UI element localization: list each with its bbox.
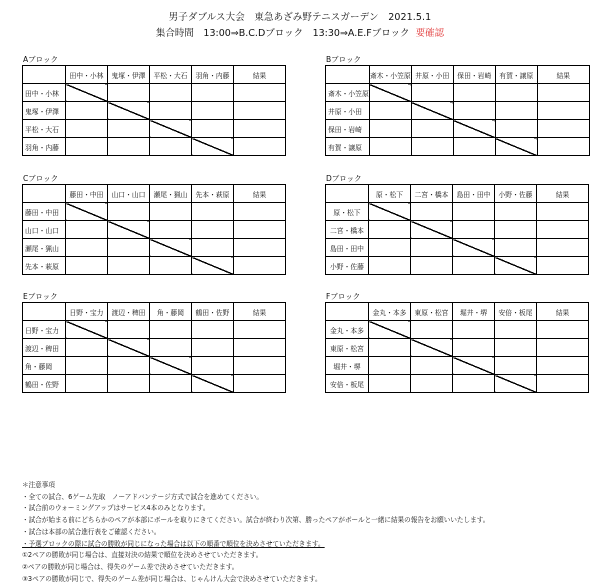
score-cell: [411, 120, 453, 138]
self-match-cell: [66, 203, 108, 221]
table-row: [23, 84, 286, 102]
block-label: Eブロック: [23, 292, 58, 301]
row-header: 羽角・内藤: [23, 138, 66, 156]
round-robin-table: [22, 302, 286, 393]
row-header: 東原・松宮: [326, 339, 369, 357]
column-header: 日野・宝力: [66, 303, 108, 321]
score-cell: [453, 84, 495, 102]
result-cell: [537, 84, 589, 102]
round-robin-table: [325, 184, 589, 275]
table-row: [326, 375, 589, 393]
score-cell: [66, 221, 108, 239]
result-cell: [234, 120, 286, 138]
score-cell: [150, 339, 192, 357]
self-match-cell: [411, 102, 453, 120]
self-match-cell: [453, 120, 495, 138]
score-cell: [108, 357, 150, 375]
row-header: 先本・萩原: [23, 257, 66, 275]
self-match-cell: [369, 321, 411, 339]
block-0: [22, 54, 286, 156]
column-header: 東原・松宮: [411, 303, 453, 321]
self-match-cell: [150, 357, 192, 375]
result-header: 結果: [234, 185, 286, 203]
score-cell: [453, 102, 495, 120]
self-match-cell: [192, 138, 234, 156]
result-cell: [234, 375, 286, 393]
column-header: 金丸・本多: [369, 303, 411, 321]
row-header: 日野・宝力: [23, 321, 66, 339]
table-row: [326, 357, 589, 375]
round-robin-table: [22, 65, 286, 156]
score-cell: [495, 321, 537, 339]
table-row: [23, 239, 286, 257]
result-cell: [537, 239, 589, 257]
score-cell: [66, 357, 108, 375]
table-row: [326, 120, 590, 138]
score-cell: [453, 375, 495, 393]
meeting-times-text: 集合時間 13:00⇒B.C.Dブロック 13:30⇒A.E.Fブロック: [155, 28, 410, 39]
score-cell: [192, 221, 234, 239]
self-match-cell: [453, 357, 495, 375]
table-row: [23, 339, 286, 357]
column-header: 渡辺・稗田: [108, 303, 150, 321]
confirm-note: 要確認: [415, 28, 445, 39]
score-cell: [150, 138, 192, 156]
score-cell: [495, 221, 537, 239]
result-cell: [537, 102, 589, 120]
column-header: 有賀・譲原: [495, 66, 537, 84]
table-row: [23, 257, 286, 275]
table-row: [326, 339, 589, 357]
column-header: 堀井・堺: [453, 303, 495, 321]
self-match-cell: [495, 375, 537, 393]
note-line: ・予選ブロックの際に試合の勝敗が同じになった場合は以下の順番で順位を決めさせていただきます。: [22, 539, 325, 548]
score-cell: [369, 138, 411, 156]
result-header: 結果: [537, 185, 589, 203]
self-match-cell: [108, 102, 150, 120]
row-header: 斎木・小笠原: [326, 84, 370, 102]
column-header: 平松・大石: [150, 66, 192, 84]
score-cell: [192, 357, 234, 375]
row-header: 金丸・本多: [326, 321, 369, 339]
block-label: Fブロック: [326, 292, 361, 301]
page-title: 男子ダブルス大会 東急あざみ野テニスガーデン 2021.5.1: [168, 12, 432, 23]
table-row: [23, 321, 286, 339]
score-cell: [108, 375, 150, 393]
self-match-cell: [108, 221, 150, 239]
self-match-cell: [411, 339, 453, 357]
score-cell: [453, 321, 495, 339]
row-header: 井原・小田: [326, 102, 370, 120]
corner-cell: [326, 303, 369, 321]
row-header: 保田・岩崎: [326, 120, 370, 138]
row-header: 藤田・中田: [23, 203, 66, 221]
result-cell: [234, 102, 286, 120]
round-robin-table: [325, 65, 590, 156]
result-cell: [537, 221, 589, 239]
score-cell: [411, 257, 453, 275]
score-cell: [411, 203, 453, 221]
result-cell: [537, 321, 589, 339]
score-cell: [453, 339, 495, 357]
table-row: [326, 239, 589, 257]
column-header: 島田・田中: [453, 185, 495, 203]
column-header: 角・藤岡: [150, 303, 192, 321]
score-cell: [66, 257, 108, 275]
self-match-cell: [369, 203, 411, 221]
score-cell: [453, 221, 495, 239]
block-1: [325, 54, 590, 156]
result-cell: [537, 257, 589, 275]
score-cell: [411, 357, 453, 375]
row-header: 有賀・譲原: [326, 138, 370, 156]
score-cell: [192, 239, 234, 257]
score-cell: [150, 102, 192, 120]
score-cell: [495, 239, 537, 257]
score-cell: [108, 239, 150, 257]
score-cell: [66, 138, 108, 156]
block-label: Dブロック: [326, 174, 362, 183]
table-row: [326, 102, 590, 120]
row-header: 瀬尾・猟山: [23, 239, 66, 257]
score-cell: [411, 138, 453, 156]
row-header: 鬼塚・伊澤: [23, 102, 66, 120]
result-cell: [537, 339, 589, 357]
table-row: [23, 102, 286, 120]
score-cell: [108, 138, 150, 156]
row-header: 渡辺・稗田: [23, 339, 66, 357]
row-header: 小野・佐藤: [326, 257, 369, 275]
table-row: [326, 203, 589, 221]
result-cell: [234, 257, 286, 275]
score-cell: [411, 84, 453, 102]
note-line: ＊注意事項: [22, 481, 55, 489]
corner-cell: [23, 303, 66, 321]
column-header: 鬼塚・伊澤: [108, 66, 150, 84]
table-row: [326, 221, 589, 239]
score-cell: [108, 84, 150, 102]
corner-cell: [326, 185, 369, 203]
row-header: 平松・大石: [23, 120, 66, 138]
row-header: 安倍・板尾: [326, 375, 369, 393]
note-line: ・試合は本部の試合進行表をご確認ください。: [22, 527, 161, 536]
score-cell: [192, 120, 234, 138]
score-cell: [453, 203, 495, 221]
result-cell: [537, 138, 589, 156]
table-row: [23, 357, 286, 375]
table-row: [23, 120, 286, 138]
table-row: [326, 257, 589, 275]
self-match-cell: [495, 138, 537, 156]
score-cell: [495, 102, 537, 120]
self-match-cell: [411, 221, 453, 239]
self-match-cell: [66, 84, 108, 102]
score-cell: [66, 120, 108, 138]
score-cell: [66, 375, 108, 393]
block-label: Aブロック: [23, 55, 58, 64]
score-cell: [108, 321, 150, 339]
score-cell: [495, 203, 537, 221]
score-cell: [150, 203, 192, 221]
block-5: [325, 291, 589, 393]
score-cell: [192, 203, 234, 221]
self-match-cell: [453, 239, 495, 257]
score-cell: [66, 102, 108, 120]
column-header: 小野・佐藤: [495, 185, 537, 203]
result-cell: [234, 221, 286, 239]
note-line: ・試合が始まる前にどちらかのペアが本部にボールを取りにきてください。試合が終わり次第、勝ったペアがボールと一緒に結果の報告をお願いいたします。: [22, 516, 490, 525]
note-line: ②ペアの勝敗が同じ場合は、得失のゲーム差で決めさせていただきます。: [22, 562, 239, 571]
score-cell: [411, 321, 453, 339]
result-cell: [537, 120, 589, 138]
column-header: 安倍・板尾: [495, 303, 537, 321]
score-cell: [411, 375, 453, 393]
score-cell: [495, 339, 537, 357]
corner-cell: [23, 185, 66, 203]
block-label: Cブロック: [23, 174, 59, 183]
result-cell: [537, 203, 589, 221]
score-cell: [192, 321, 234, 339]
result-header: 結果: [537, 303, 589, 321]
score-cell: [369, 102, 411, 120]
note-line: ①2ペアの勝敗が同じ場合は、直接対決の結果で順位を決めさせていただきます。: [22, 551, 263, 560]
score-cell: [369, 339, 411, 357]
score-cell: [369, 257, 411, 275]
self-match-cell: [150, 120, 192, 138]
result-header: 結果: [234, 303, 286, 321]
row-header: 島田・田中: [326, 239, 369, 257]
note-line: ・全ての試合、6ゲーム先取 ノーアドバンテージ方式で試合を進めてください。: [22, 492, 263, 501]
column-header: 井原・小田: [411, 66, 453, 84]
block-label: Bブロック: [326, 55, 361, 64]
score-cell: [150, 257, 192, 275]
score-cell: [369, 375, 411, 393]
column-header: 鶴田・佐野: [192, 303, 234, 321]
self-match-cell: [150, 239, 192, 257]
self-match-cell: [192, 375, 234, 393]
result-cell: [234, 138, 286, 156]
result-cell: [537, 375, 589, 393]
score-cell: [369, 120, 411, 138]
self-match-cell: [495, 257, 537, 275]
score-cell: [192, 84, 234, 102]
table-row: [23, 203, 286, 221]
row-header: 二宮・橋本: [326, 221, 369, 239]
result-header: 結果: [537, 66, 589, 84]
notes-section: [22, 480, 489, 585]
round-robin-table: [22, 184, 286, 275]
row-header: 堀井・堺: [326, 357, 369, 375]
score-cell: [495, 84, 537, 102]
result-header: 結果: [234, 66, 286, 84]
column-header: 藤田・中田: [66, 185, 108, 203]
result-cell: [234, 321, 286, 339]
score-cell: [150, 321, 192, 339]
column-header: 先本・萩原: [192, 185, 234, 203]
result-cell: [234, 84, 286, 102]
table-row: [23, 138, 286, 156]
score-cell: [453, 138, 495, 156]
column-header: 原・松下: [369, 185, 411, 203]
score-cell: [495, 120, 537, 138]
self-match-cell: [192, 257, 234, 275]
row-header: 原・松下: [326, 203, 369, 221]
note-line: ・試合前のウォーミングアップはサービス4本のみとなります。: [22, 504, 210, 513]
score-cell: [453, 257, 495, 275]
column-header: 二宮・橋本: [411, 185, 453, 203]
result-cell: [234, 239, 286, 257]
result-cell: [234, 357, 286, 375]
score-cell: [192, 102, 234, 120]
result-cell: [234, 339, 286, 357]
score-cell: [369, 221, 411, 239]
result-cell: [234, 203, 286, 221]
column-header: 瀬尾・猟山: [150, 185, 192, 203]
self-match-cell: [369, 84, 411, 102]
table-row: [23, 375, 286, 393]
round-robin-table: [325, 302, 589, 393]
score-cell: [150, 84, 192, 102]
score-cell: [495, 357, 537, 375]
meeting-times: [0, 25, 600, 39]
table-row: [23, 221, 286, 239]
table-row: [326, 138, 590, 156]
self-match-cell: [66, 321, 108, 339]
column-header: 羽角・内藤: [192, 66, 234, 84]
column-header: 保田・岩崎: [453, 66, 495, 84]
table-row: [326, 84, 590, 102]
row-header: 田中・小林: [23, 84, 66, 102]
block-4: [22, 291, 286, 393]
score-cell: [108, 203, 150, 221]
result-cell: [537, 357, 589, 375]
row-header: 山口・山口: [23, 221, 66, 239]
column-header: 田中・小林: [66, 66, 108, 84]
score-cell: [108, 257, 150, 275]
row-header: 角・藤岡: [23, 357, 66, 375]
score-cell: [66, 239, 108, 257]
score-cell: [411, 239, 453, 257]
note-line: ③3ペアの勝敗が同じで、得失のゲーム差が同じ場合は、じゃんけん大会で決めさせていただきます。: [22, 574, 322, 583]
self-match-cell: [108, 339, 150, 357]
score-cell: [150, 221, 192, 239]
column-header: 山口・山口: [108, 185, 150, 203]
score-cell: [108, 120, 150, 138]
corner-cell: [23, 66, 66, 84]
score-cell: [66, 339, 108, 357]
score-cell: [369, 239, 411, 257]
row-header: 鶴田・佐野: [23, 375, 66, 393]
score-cell: [369, 357, 411, 375]
table-row: [326, 321, 589, 339]
column-header: 斎木・小笠原: [369, 66, 411, 84]
score-cell: [150, 375, 192, 393]
block-3: [325, 173, 589, 275]
corner-cell: [326, 66, 370, 84]
block-2: [22, 173, 286, 275]
score-cell: [192, 339, 234, 357]
